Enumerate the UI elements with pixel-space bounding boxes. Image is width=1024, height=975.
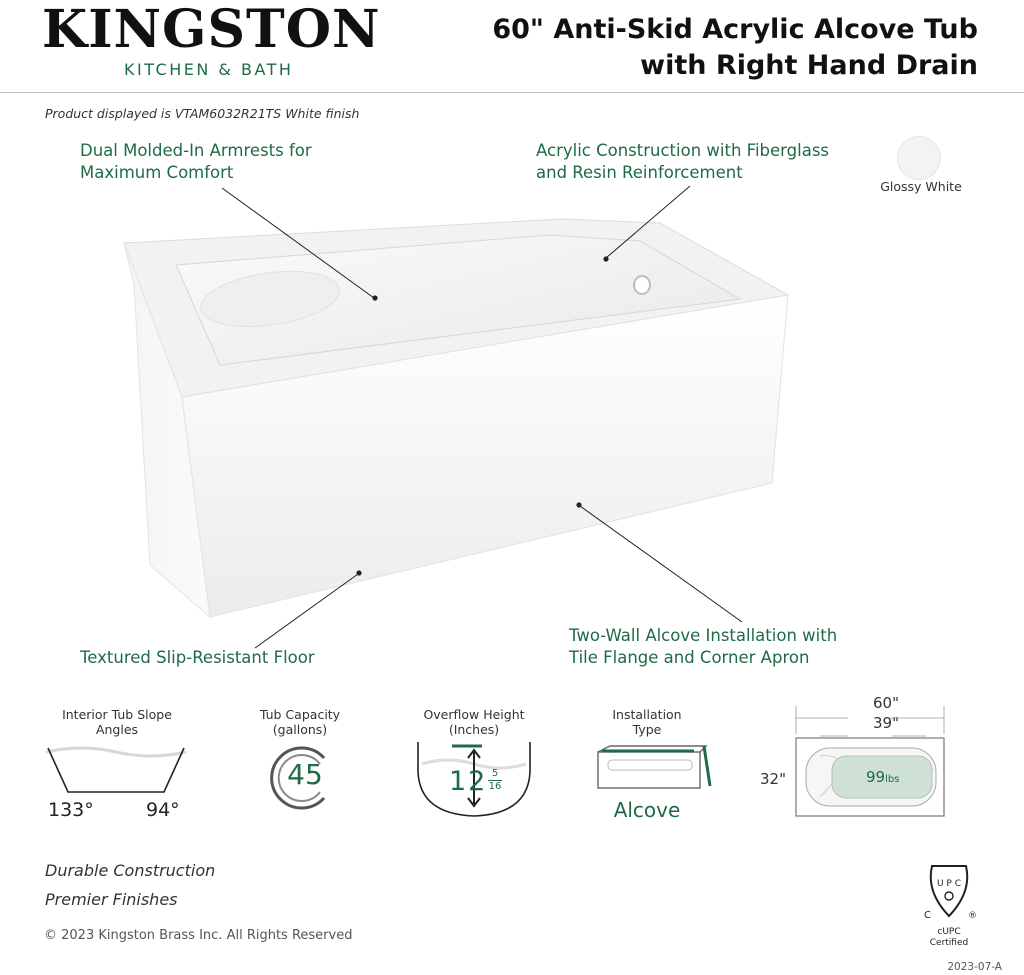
cupc-mark-text: U P C [936,879,962,889]
cupc-certified-label: Certified [929,938,969,948]
dim-length: 60" [873,694,899,712]
callout-line-floor [255,574,358,648]
overflow-whole: 12 [449,766,488,797]
feature-construction-line-1: Acrylic Construction with Fiberglass [536,141,830,160]
date-code: 2023-07-A [947,961,1002,973]
spec-install-label-1: Installation [612,707,682,722]
feature-armrests-line-1: Dual Molded-In Armrests for [80,141,312,160]
cupc-certification [914,862,984,948]
callout-dot-floor [356,570,361,575]
footer-finishes: Premier Finishes [45,890,178,909]
spec-install [594,707,700,737]
spec-capacity [246,707,354,737]
product-title-line-1: 60" Anti-Skid Acrylic Alcove Tub [492,14,978,45]
spec-capacity-label-1: Tub Capacity [259,707,341,722]
capacity-value: 45 [287,758,323,791]
feature-installation-line-2: Tile Flange and Corner Apron [569,648,810,667]
slope-right-angle: 94° [146,799,180,821]
callout-line-construction [606,186,690,258]
spec-overflow-label-2: (Inches) [448,722,500,737]
overflow-denominator: 16 [488,781,502,792]
spec-capacity-label-2: (gallons) [272,722,328,737]
callout-dot-armrests [372,295,377,300]
spec-install-label-2: Type [632,722,662,737]
callout-line-armrests [222,188,374,298]
spec-slope [50,707,184,737]
cupc-label: cUPC [937,927,961,937]
feature-installation-line-1: Two-Wall Alcove Installation with [569,626,838,645]
brand-name: KINGSTON [42,0,381,60]
cupc-shield-icon [914,862,984,922]
cupc-mark-r: ® [968,911,977,921]
dim-weight-value: 99 [866,768,886,786]
callout-dot-installation [576,502,581,507]
cupc-mark-c: C [924,910,931,921]
dim-width: 32" [760,770,786,788]
dim-weight [866,768,899,786]
feature-armrests-line-2: Maximum Comfort [80,163,234,182]
spec-overflow [410,707,538,737]
slope-left-angle: 133° [48,799,94,821]
footer-durable: Durable Construction [45,861,216,880]
footer-copyright: © 2023 Kingston Brass Inc. All Rights Reserved [44,928,353,943]
product-note: Product displayed is VTAM6032R21TS White finish [45,106,360,121]
install-value: Alcove [613,798,681,822]
overflow-fraction [488,768,502,793]
finish-label: Glossy White [880,179,962,194]
feature-floor-line-1: Textured Slip-Resistant Floor [80,648,315,667]
feature-construction-line-2: and Resin Reinforcement [536,163,743,182]
dim-interior-length: 39" [873,714,899,732]
callout-line-installation [580,506,742,622]
spec-slope-label-1: Interior Tub Slope [62,707,172,722]
dimension-diagram [790,704,950,824]
spec-slope-label-2: Angles [95,722,139,737]
callout-dot-construction [603,256,608,261]
slope-icon [42,740,190,796]
product-title-line-2: with Right Hand Drain [640,50,978,81]
dim-weight-unit: lbs [885,774,900,785]
alcove-tub-icon [594,742,718,794]
brand-tagline: KITCHEN & BATH [124,60,294,79]
overflow-numerator: 5 [491,768,499,779]
spec-overflow-label-1: Overflow Height [423,707,525,722]
